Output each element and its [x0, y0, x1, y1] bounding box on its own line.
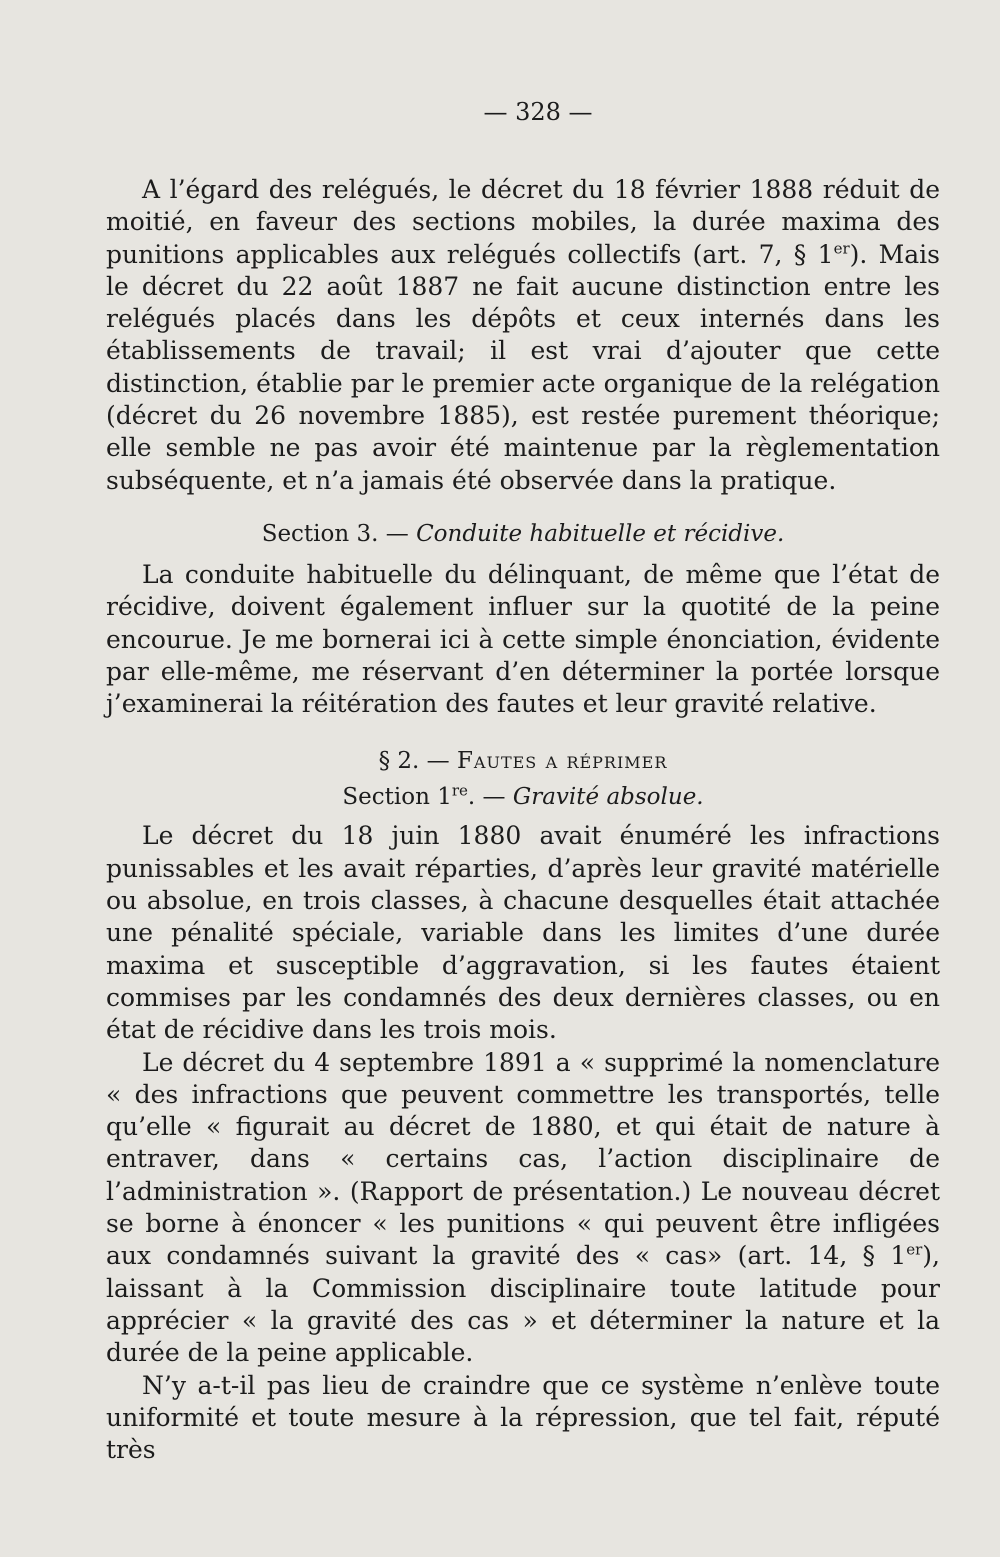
ordinal-superscript: re: [451, 781, 468, 800]
paragraph-decret-1891: Le décret du 4 septembre 1891 a « supprimé la nomenclature « des infractions que peuvent commettre les transportés, telle qu’elle « figurait au décret de 1880, et qui était de nature à entraver, dans « certains cas, l’action disciplinaire de l’administration ». (Rapport de présentation.) Le nouveau décret se borne à énoncer « les punitions « qui peuvent être infligées aux condamnés suivant la gravité des « cas» (art. 14, § 1er), laissant à la Commission disciplinaire toute latitude pour apprécier « la gravité des cas » et déterminer la nature et la durée de la peine applicable.: [106, 1047, 940, 1368]
paragraph-uniformite: N’y a-t-il pas lieu de craindre que ce système n’enlève toute uniformité et toute mesure à la répression, que tel fait, réputé très: [106, 1370, 940, 1465]
paragraph-decret-1880: Le décret du 18 juin 1880 avait énuméré les infractions punissables et les avait réparties, d’après leur gravité matérielle ou absolue, en trois classes, à chacune desquelles était attachée une pénalité spéciale, variable dans les limites d’une durée maxima et susceptible d’aggravation, si les fautes étaient commises par les condamnés des deux dernières classes, ou en état de récidive dans les trois mois.: [106, 821, 940, 1045]
chapter-heading: [106, 746, 940, 776]
ordinal-superscript: er: [833, 239, 850, 258]
section-3-title: Conduite habituelle et récidive.: [416, 520, 785, 547]
page-number: — 328 —: [483, 98, 593, 126]
section-3-label: Section 3. —: [261, 520, 417, 547]
paragraph-releguees: A l’égard des relégués, le décret du 18 février 1888 réduit de moitié, en faveur des sections mobiles, la durée maxima des punitions applicables aux relégués collectifs (art. 7, § 1er). Mais le décret du 22 août 1887 ne fait aucune distinction entre les relégués placés dans les dépôts et ceux internés dans les établissements de travail; il est vrai d’ajouter que cette distinction, établie par le premier acte organique de la relégation (décret du 26 novembre 1885), est restée purement théorique; elle semble ne pas avoir été maintenue par la règlementation subséquente, et n’a jamais été observée dans la pratique.: [106, 175, 940, 495]
section-3-heading: [106, 519, 940, 549]
section-1-title: Gravité absolue.: [512, 784, 704, 811]
ordinal-superscript: er: [906, 1240, 923, 1259]
book-page: [106, 98, 940, 1466]
section-1-label: Section 1re. —: [342, 781, 513, 811]
section-1-heading: [106, 782, 940, 812]
chapter-label: § 2. —: [378, 748, 457, 775]
paragraph-conduite: La conduite habituelle du délinquant, de même que l’état de récidive, doivent également influer sur la quotité de la peine encourue. Je me bornerai ici à cette simple énonciation, évidente par elle-même, me réservant d’en déterminer la portée lorsque j’examinerai la réitération des fautes et leur gravité relative.: [106, 559, 940, 719]
chapter-title: Fautes a réprimer: [456, 748, 668, 775]
